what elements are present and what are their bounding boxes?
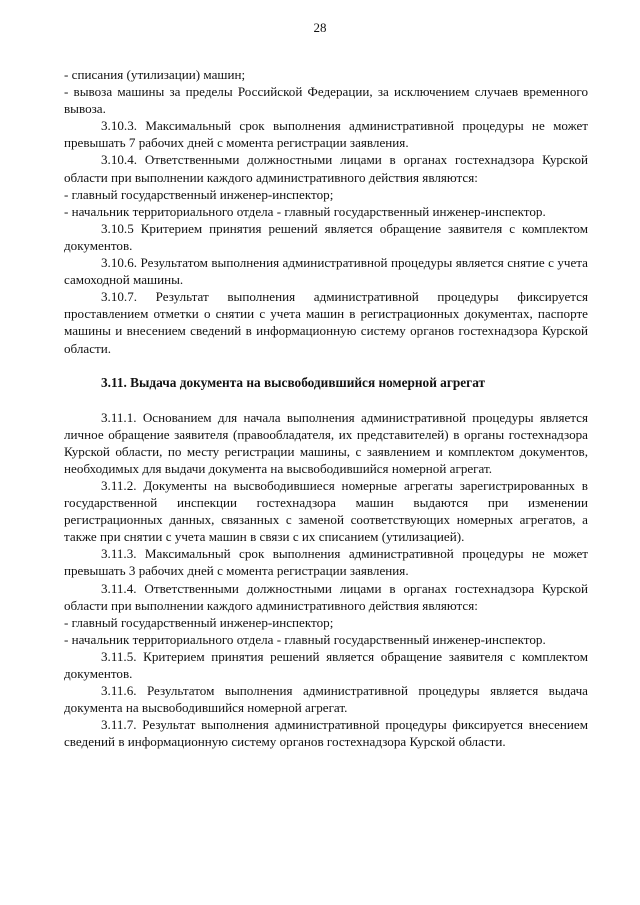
paragraph: 3.10.4. Ответственными должностными лицами в органах гостехнадзора Курской области при выполнении каждого административного действия являются:	[64, 152, 588, 185]
page-content	[64, 66, 588, 750]
paragraph: - начальник территориального отдела - главный государственный инженер-инспектор.	[64, 203, 546, 219]
paragraph: 3.11.4. Ответственными должностными лицами в органах гостехнадзора Курской области при выполнении каждого административного действия являются:	[64, 580, 588, 613]
paragraphs-bottom	[64, 409, 588, 751]
paragraph: - списания (утилизации) машин;	[64, 67, 246, 82]
paragraph: 3.11.7. Результат выполнения административной процедуры фиксируется внесением сведений в информационную систему органов гостехнадзора Курской области.	[64, 717, 588, 750]
paragraph: - главный государственный инженер-инспектор;	[64, 614, 334, 630]
paragraph: 3.10.7. Результат выполнения административной процедуры фиксируется проставлением отметки о снятии с учета машин в регистрационных документах, паспорте машины и внесением сведений в информационную систему органов гостехнадзора Курской области.	[64, 289, 588, 356]
paragraph: 3.10.6. Результатом выполнения административной процедуры является снятие с учета самоходной машины.	[64, 255, 588, 288]
paragraph: - вывоза машины за пределы Российской Федерации, за исключением случаев временного вывоза.	[64, 84, 588, 117]
paragraph: 3.10.5 Критерием принятия решений является обращение заявителя с комплектом документов.	[64, 220, 588, 253]
paragraph: - начальник территориального отдела - главный государственный инженер-инспектор.	[64, 631, 546, 647]
section-heading: 3.11. Выдача документа на высвободившийся номерной агрегат	[101, 374, 486, 390]
paragraph: 3.11.3. Максимальный срок выполнения административной процедуры не может превышать 3 рабочих дней с момента регистрации заявления.	[64, 546, 588, 579]
paragraph: 3.10.3. Максимальный срок выполнения административной процедуры не может превышать 7 рабочих дней с момента регистрации заявления.	[64, 118, 588, 151]
paragraph: 3.11.6. Результатом выполнения административной процедуры является выдача документа на высвободившийся номерной агрегат.	[64, 683, 588, 716]
paragraph: 3.11.5. Критерием принятия решений является обращение заявителя с комплектом документов.	[64, 648, 588, 681]
paragraphs-top	[64, 66, 588, 357]
paragraph: - главный государственный инженер-инспектор;	[64, 186, 334, 202]
paragraph: 3.11.2. Документы на высвободившиеся номерные агрегаты зарегистрированных в государственной инспекции гостехнадзора машин выдаются при изменении регистрационных данных, связанных с заменой соответствующих номерных агрегатов, а также при снятии с учета машин в связи с их списанием (утилизацией).	[64, 477, 588, 545]
paragraph: 3.11.1. Основанием для начала выполнения административной процедуры является личное обращение заявителя (правообладателя, их представителей) в органы гостехнадзора Курской области, по месту регистрации машины, с заявлением и комплектом документов, необходимых для выдачи документа на высвободившийся номерной агрегат.	[64, 409, 588, 476]
page-number: 28	[313, 20, 327, 35]
